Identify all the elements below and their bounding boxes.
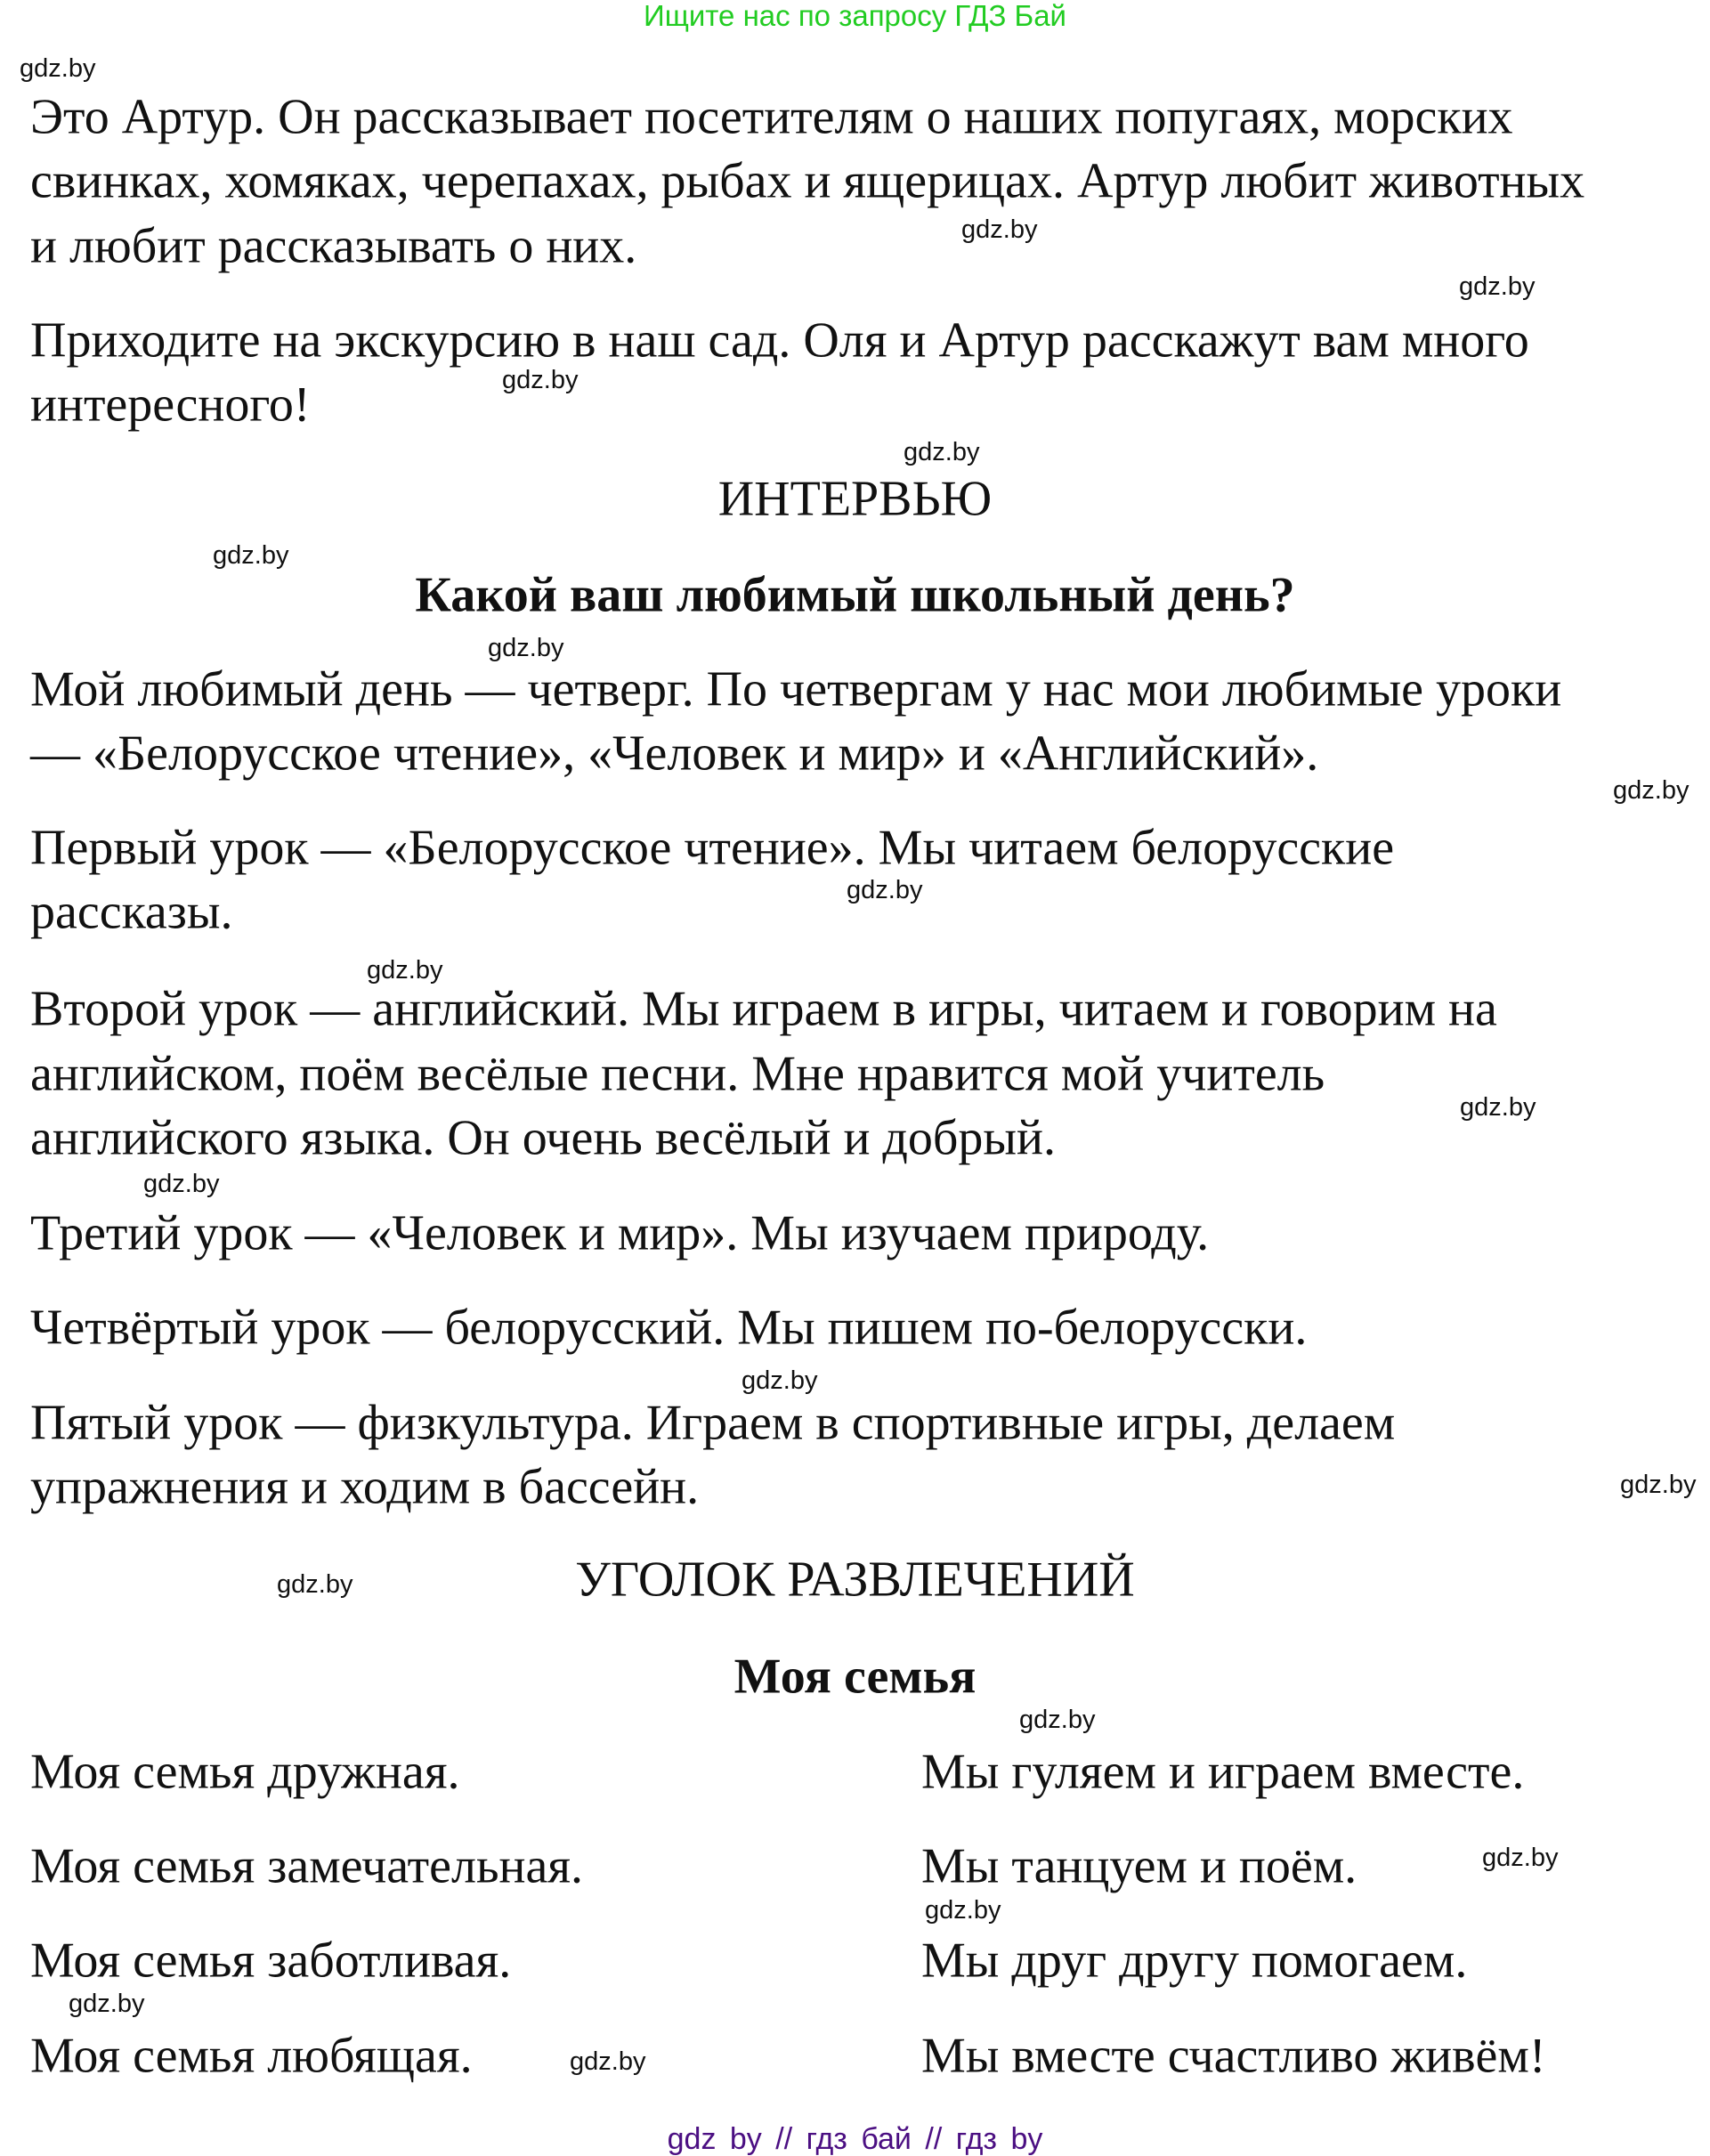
watermark: gdz.by [742, 1366, 818, 1395]
watermark: gdz.by [20, 54, 96, 83]
text-line: Первый урок — «Белорусское чтение». Мы читаем белорусские [30, 820, 1395, 876]
text-line: упражнения и ходим в бассейн. [30, 1459, 700, 1515]
interview-heading: Какой ваш любимый школьный день? [415, 567, 1295, 623]
text-line: Это Артур. Он рассказывает посетителям о наших попугаях, морских [30, 89, 1513, 145]
watermark: gdz.by [1482, 1844, 1559, 1872]
watermark: gdz.by [925, 1896, 1001, 1925]
watermark: gdz.by [961, 215, 1038, 244]
search-banner: Ищите нас по запросу ГДЗ Бай [644, 0, 1066, 32]
watermark: gdz.by [1620, 1471, 1697, 1499]
poem-line-left: Моя семья любящая. [30, 2028, 473, 2084]
text-line: свинках, хомяках, черепахах, рыбах и ящерицах. Артур любит животных [30, 153, 1585, 209]
text-line: Четвёртый урок — белорусский. Мы пишем по-белорусски. [30, 1300, 1308, 1356]
text-line: и любит рассказывать о них. [30, 218, 637, 274]
text-line: рассказы. [30, 884, 233, 940]
section-title-interview: ИНТЕРВЬЮ [717, 471, 993, 527]
text-line: английского языка. Он очень весёлый и добрый. [30, 1110, 1056, 1166]
watermark: gdz.by [69, 1990, 145, 2018]
poem-line-left: Моя семья дружная. [30, 1744, 460, 1800]
text-line: Второй урок — английский. Мы играем в игры, читаем и говорим на [30, 981, 1497, 1037]
text-line: Мой любимый день — четверг. По четвергам у нас мои любимые уроки [30, 661, 1562, 717]
text-line: Третий урок — «Человек и мир». Мы изучаем природу. [30, 1205, 1210, 1261]
poem-line-right: Мы друг другу помогаем. [921, 1933, 1468, 1989]
text-line: Пятый урок — физкультура. Играем в спортивные игры, делаем [30, 1395, 1396, 1451]
watermark: gdz.by [277, 1570, 353, 1599]
watermark: gdz.by [1459, 272, 1536, 301]
poem-line-right: Мы вместе счастливо живём! [921, 2028, 1546, 2084]
section-title-fun-corner: УГОЛОК РАЗВЛЕЧЕНИЙ [575, 1552, 1135, 1608]
watermark: gdz.by [1613, 776, 1690, 805]
family-heading: Моя семья [733, 1649, 977, 1705]
watermark: gdz.by [502, 366, 579, 394]
watermark: gdz.by [904, 438, 980, 466]
text-line: английском, поём весёлые песни. Мне нравится мой учитель [30, 1046, 1325, 1102]
text-line: Приходите на экскурсию в наш сад. Оля и Артур расскажут вам много [30, 312, 1529, 369]
poem-line-right: Мы гуляем и играем вместе. [921, 1744, 1525, 1800]
watermark: gdz.by [488, 634, 564, 662]
footer-links: gdz by // гдз бай // гдз by [667, 2122, 1043, 2156]
watermark: gdz.by [570, 2047, 646, 2076]
text-line: интересного! [30, 377, 311, 433]
poem-line-right: Мы танцуем и поём. [921, 1838, 1357, 1894]
watermark: gdz.by [213, 541, 289, 570]
watermark: gdz.by [1019, 1706, 1096, 1734]
watermark: gdz.by [367, 956, 443, 985]
poem-line-left: Моя семья заботливая. [30, 1933, 512, 1989]
watermark: gdz.by [143, 1170, 220, 1198]
poem-line-left: Моя семья замечательная. [30, 1838, 584, 1894]
text-line: — «Белорусское чтение», «Человек и мир» и «Английский». [30, 725, 1319, 782]
watermark: gdz.by [1460, 1093, 1536, 1122]
watermark: gdz.by [847, 876, 923, 904]
